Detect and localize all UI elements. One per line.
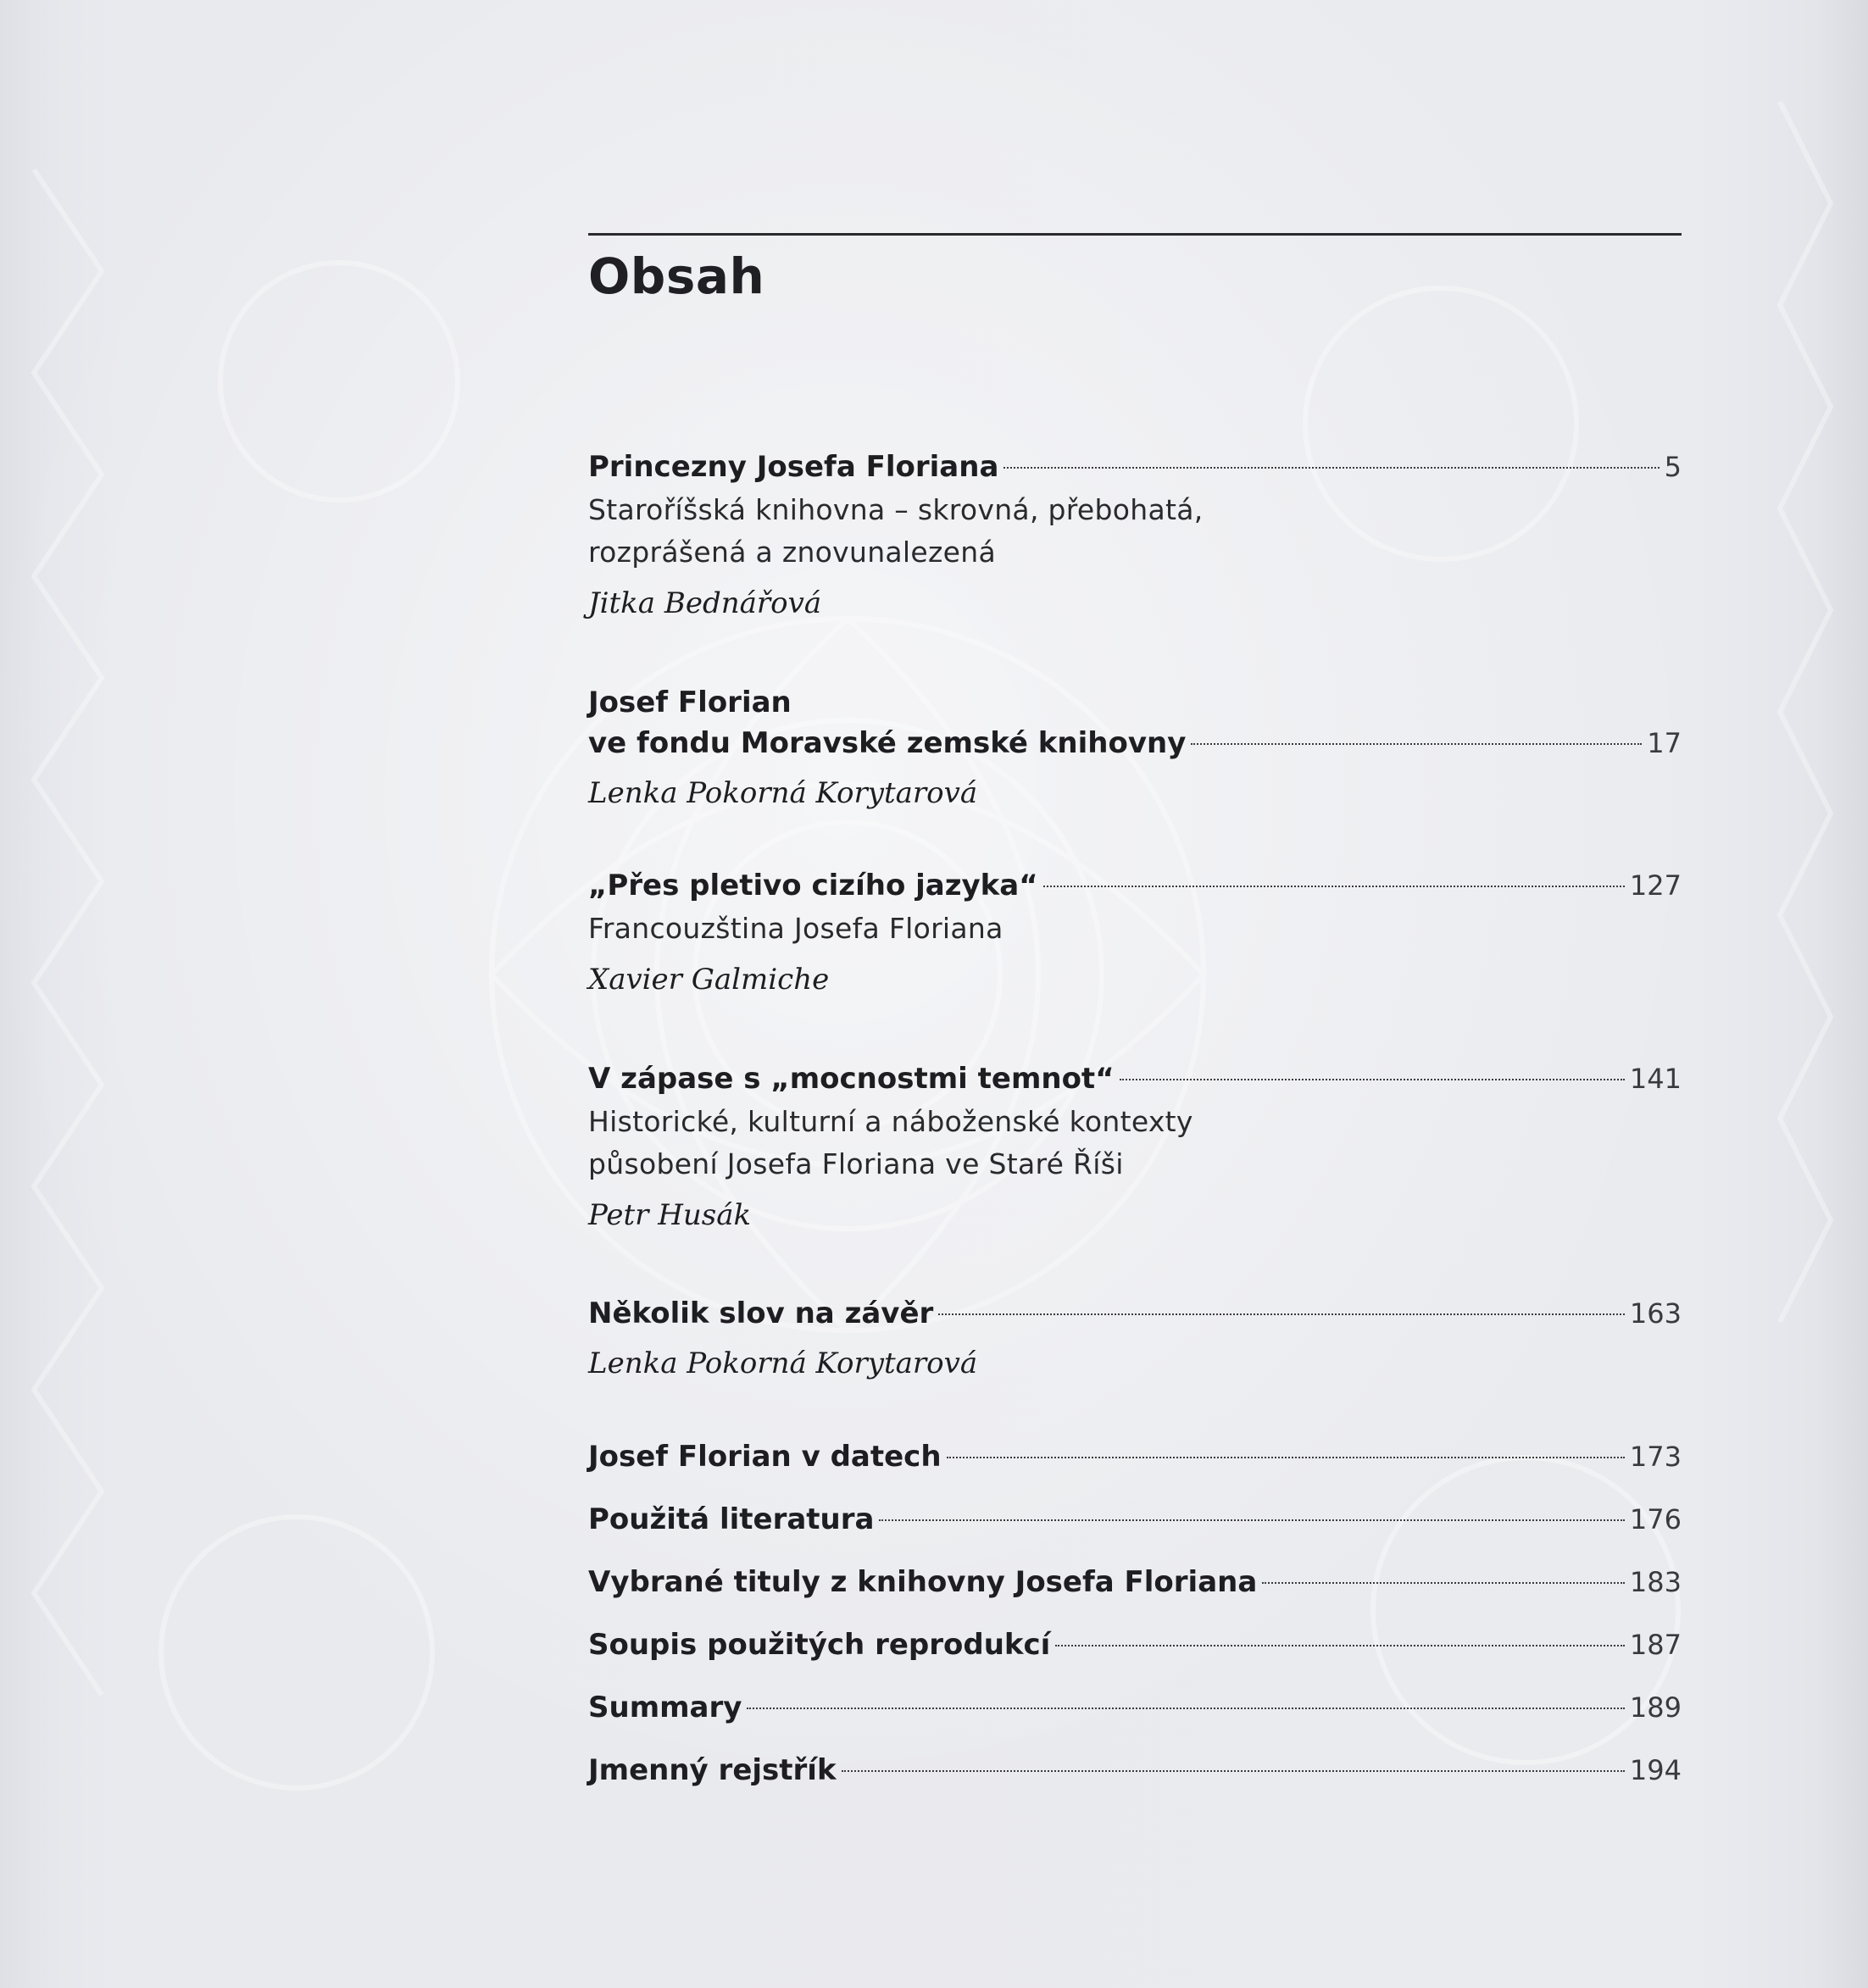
toc-entry[interactable] [588,1750,1682,1791]
toc-entry-title: Summary [588,1691,742,1724]
toc-entry-title-row [588,1058,1682,1099]
toc-entry-title: Použitá literatura [588,1502,875,1536]
top-rule [588,233,1682,236]
toc-entry-title: Několik slov na závěr [588,1297,934,1330]
toc-entry-author: Jitka Bednářová [588,586,822,620]
toc-entry-page: 176 [1629,1503,1682,1535]
toc-entry-title: V zápase s „mocnostmi temnot“ [588,1062,1115,1096]
toc-entry-page: 187 [1629,1629,1682,1661]
dot-leader [879,1519,1624,1521]
toc-entry-title-row [588,723,1682,764]
toc-entry-page: 163 [1629,1297,1682,1330]
dot-leader [947,1457,1625,1458]
toc-entry-title: Josef Florian [588,686,792,719]
toc-entry-page: 194 [1629,1754,1682,1786]
toc-entry-title-row [588,1293,1682,1334]
toc-entry-page: 189 [1629,1691,1682,1724]
toc-entry-title: „Přes pletivo cizího jazyka“ [588,869,1038,902]
dot-leader [747,1708,1625,1709]
toc-entry[interactable] [588,1058,1682,1236]
toc-entry-author: Lenka Pokorná Korytarová [588,776,978,810]
dot-leader [1043,886,1625,887]
toc-entry-page: 17 [1647,727,1682,759]
subtitle-line: působení Josefa Floriana ve Staré Říši [588,1147,1124,1180]
dot-leader [1191,743,1642,745]
dot-leader [1262,1582,1625,1584]
toc-entry[interactable] [588,447,1682,625]
toc-entry-title-row [588,1436,1682,1477]
dot-leader [842,1770,1625,1772]
toc-entry-title-row [588,1750,1682,1791]
dot-leader [1120,1079,1625,1080]
toc-entry-page: 127 [1629,869,1682,902]
toc-entry-title-row [588,865,1682,906]
toc-entry[interactable] [588,682,1682,814]
toc-entry[interactable] [588,1293,1682,1385]
toc-entry-title-row [588,1687,1682,1728]
dot-leader [1055,1645,1625,1646]
toc-entry-author: Xavier Galmiche [588,963,830,997]
toc-entry[interactable] [588,1499,1682,1540]
toc-entry-title-row [588,447,1682,487]
toc-entry-title: Soupis použitých reprodukcí [588,1628,1051,1662]
toc-entry[interactable] [588,1624,1682,1665]
dot-leader [1003,467,1659,469]
toc-entry-page: 173 [1629,1441,1682,1473]
toc-entry-author: Petr Husák [588,1198,752,1232]
toc-entry-page: 141 [1629,1063,1682,1095]
toc-entry-title-row [588,1499,1682,1540]
toc-entry[interactable] [588,865,1682,1001]
toc-entry-title: Vybrané tituly z knihovny Josefa Floriana [588,1565,1258,1599]
toc-entry-page: 183 [1629,1566,1682,1598]
toc-entry-subtitle [588,489,1682,574]
toc-heading: Obsah [588,247,765,305]
subtitle-line: rozprášená a znovunalezená [588,536,996,569]
toc-entry[interactable] [588,1436,1682,1477]
subtitle-line: Staroříšská knihovna – skrovná, přebohatá, [588,493,1204,526]
toc-entry-title: Josef Florian v datech [588,1440,942,1474]
toc-entry-title-continued: ve fondu Moravské zemské knihovny [588,726,1187,760]
subtitle-line: Francouzština Josefa Floriana [588,912,1003,945]
toc-entry-title: Jmenný rejstřík [588,1753,837,1787]
subtitle-line: Historické, kulturní a náboženské kontexty [588,1105,1193,1138]
toc-entry-page: 5 [1664,451,1682,483]
toc-entry-subtitle [588,908,1682,950]
toc-entry-title: Princezny Josefa Floriana [588,450,999,484]
toc-entry-subtitle [588,1101,1682,1186]
toc-entry-title-row [588,1624,1682,1665]
dot-leader [938,1313,1625,1315]
toc-entry[interactable] [588,1687,1682,1728]
toc-entry-title-row [588,1562,1682,1602]
toc-entry[interactable] [588,1562,1682,1602]
toc-entry-author: Lenka Pokorná Korytarová [588,1347,978,1380]
